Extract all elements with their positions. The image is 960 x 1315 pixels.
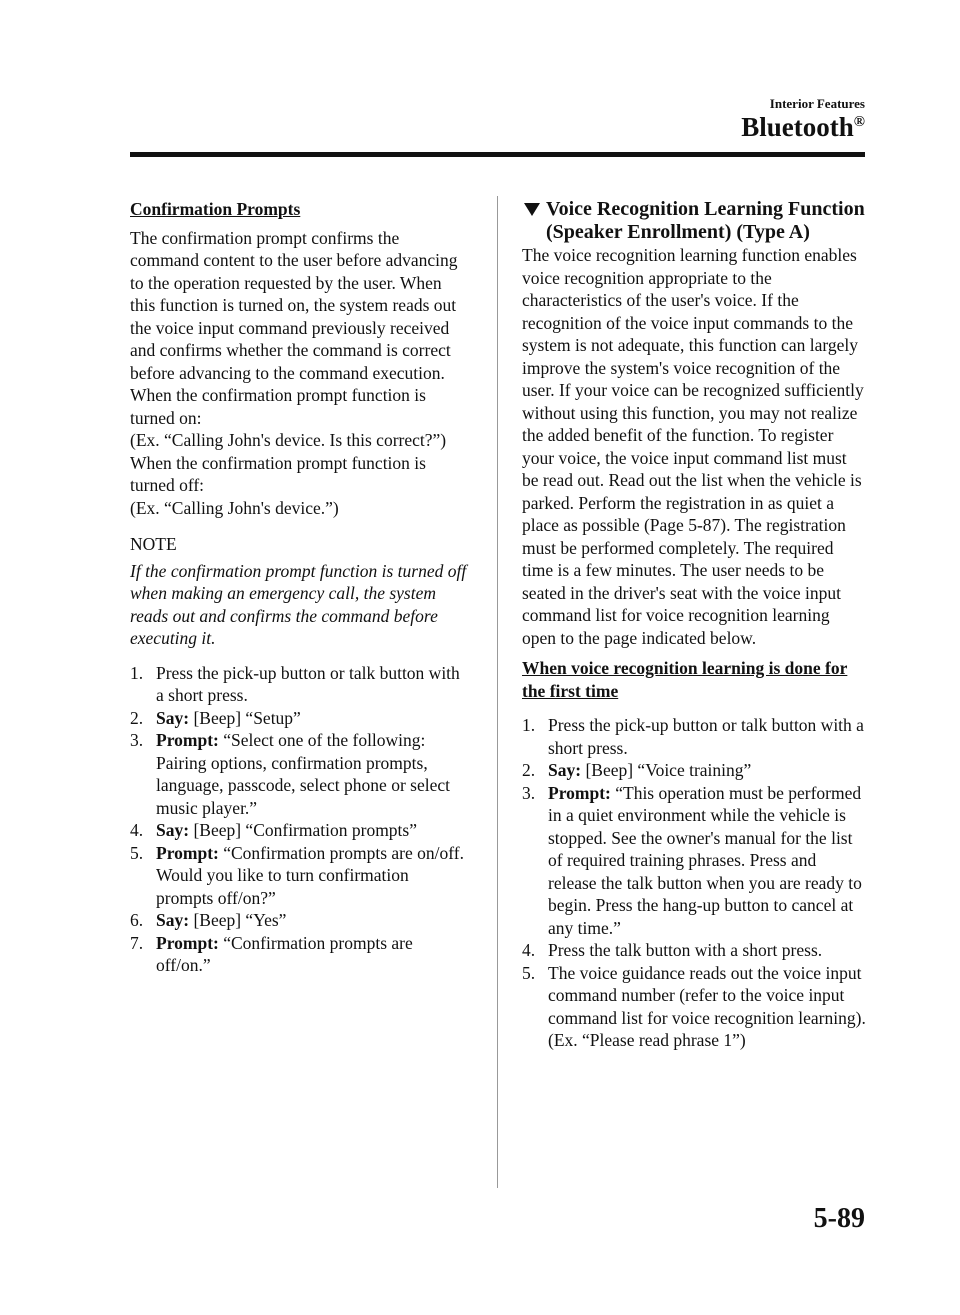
confirmation-prompts-heading: Confirmation Prompts <box>130 199 301 219</box>
list-item <box>130 932 468 977</box>
triangle-down-icon <box>524 203 540 216</box>
header-rule <box>130 152 865 157</box>
step-text: The voice guidance reads out the voice input command number (refer to the voice input command list for voice recognition learning). (Ex. “Please read phrase 1”) <box>548 962 866 1050</box>
list-item <box>522 962 867 1052</box>
step-number: 7. <box>130 932 144 953</box>
section-label: Interior Features <box>769 96 865 111</box>
note-label: NOTE <box>130 534 177 554</box>
first-time-subheading: When voice recognition learning is done for the first time <box>522 658 848 701</box>
left-steps-list <box>130 662 468 977</box>
list-item <box>130 842 468 910</box>
on-label: When the confirmation prompt function is turned on: <box>130 385 426 428</box>
left-column <box>130 198 468 977</box>
step-keyword: Say: <box>548 760 582 780</box>
off-example: (Ex. “Calling John's device.”) <box>130 497 339 518</box>
intro-paragraph: The confirmation prompt confirms the command content to the user before advancing to the operation requested by the user. When this function is turned on, the system reads out the voice input command previously received and confirms whether the command is correct before advancing to the command execution. <box>130 227 458 383</box>
voice-recognition-heading-text: Voice Recognition Learning Function (Speaker Enrollment) (Type A) <box>546 198 865 243</box>
right-steps-list <box>522 714 867 1052</box>
step-number: 5. <box>130 842 144 863</box>
list-item <box>130 819 468 842</box>
step-number: 2. <box>130 707 144 728</box>
list-item <box>522 759 867 782</box>
step-keyword: Prompt: <box>548 782 611 803</box>
step-text: “This operation must be performed in a quiet environment while the vehicle is stopped. See the owner's manual for the list of required training phrases. Press and release the talk button when you are ready to begin. Press the hang-up button to cancel at any time.” <box>548 782 862 938</box>
step-text: “Select one of the following: Pairing options, confirmation prompts, language, passcode, select phone or select music player.” <box>156 730 450 818</box>
right-column <box>522 198 867 1052</box>
list-item <box>522 714 867 759</box>
step-number: 4. <box>130 820 144 840</box>
step-number: 6. <box>130 910 144 930</box>
step-text: [Beep] “Setup” <box>189 707 301 728</box>
step-text: Press the talk button with a short press. <box>548 940 823 960</box>
step-text: [Beep] “Confirmation prompts” <box>189 820 417 840</box>
voice-recognition-heading <box>522 198 867 244</box>
list-item <box>522 939 867 962</box>
chapter-title-text: Bluetooth <box>741 112 854 142</box>
list-item <box>130 909 468 932</box>
step-text: [Beep] “Yes” <box>189 910 287 930</box>
step-number: 1. <box>130 662 144 683</box>
step-text: “Confirmation prompts are on/off. Would you like to turn confirmation prompts off/on?” <box>156 842 464 908</box>
list-item <box>522 782 867 940</box>
chapter-title <box>741 112 865 143</box>
step-text: Press the pick-up button or talk button with a short press. <box>548 715 864 758</box>
step-number: 3. <box>130 730 144 750</box>
step-keyword: Say: <box>156 820 190 840</box>
step-text: Press the pick-up button or talk button with a short press. <box>156 662 460 705</box>
list-item <box>130 707 468 730</box>
step-number: 1. <box>522 715 536 735</box>
voice-recognition-body: The voice recognition learning function enables voice recognition appropriate to the characteristics of the user's voice. If the recognition of the voice input commands to the system is not adequate, this function can largely improve the system's voice recognition of the user. If your voice can be recognized sufficiently without using this function, you may not realize the added benefit of the function. To register your voice, the voice input command list must be read out. Read out the list when the vehicle is parked. Perform the registration in as quiet a place as possible (Page 5-87). The registration must be performed completely. The required time is a few minutes. The user needs to be seated in the driver's seat with the voice input command list for voice recognition learning open to the page indicated below. <box>522 245 864 648</box>
step-text: [Beep] “Voice training” <box>581 760 752 780</box>
page-number: 5-89 <box>813 1203 865 1234</box>
step-number: 2. <box>522 760 536 780</box>
step-keyword: Prompt: <box>156 932 219 953</box>
step-number: 3. <box>522 782 536 803</box>
column-divider <box>497 196 498 1188</box>
step-number: 4. <box>522 940 536 960</box>
off-label: When the confirmation prompt function is turned off: <box>130 452 426 495</box>
step-keyword: Prompt: <box>156 842 219 863</box>
on-example: (Ex. “Calling John's device. Is this correct?”) <box>130 430 447 450</box>
list-item <box>130 729 468 819</box>
note-text: If the confirmation prompt function is turned off when making an emergency call, the system reads out and confirms the command before executing it. <box>130 560 467 648</box>
step-number: 5. <box>522 962 536 983</box>
step-text: “Confirmation prompts are off/on.” <box>156 932 413 975</box>
step-keyword: Say: <box>156 707 190 728</box>
step-keyword: Say: <box>156 910 190 930</box>
step-keyword: Prompt: <box>156 730 219 750</box>
registered-mark: ® <box>853 114 865 130</box>
list-item <box>130 662 468 707</box>
